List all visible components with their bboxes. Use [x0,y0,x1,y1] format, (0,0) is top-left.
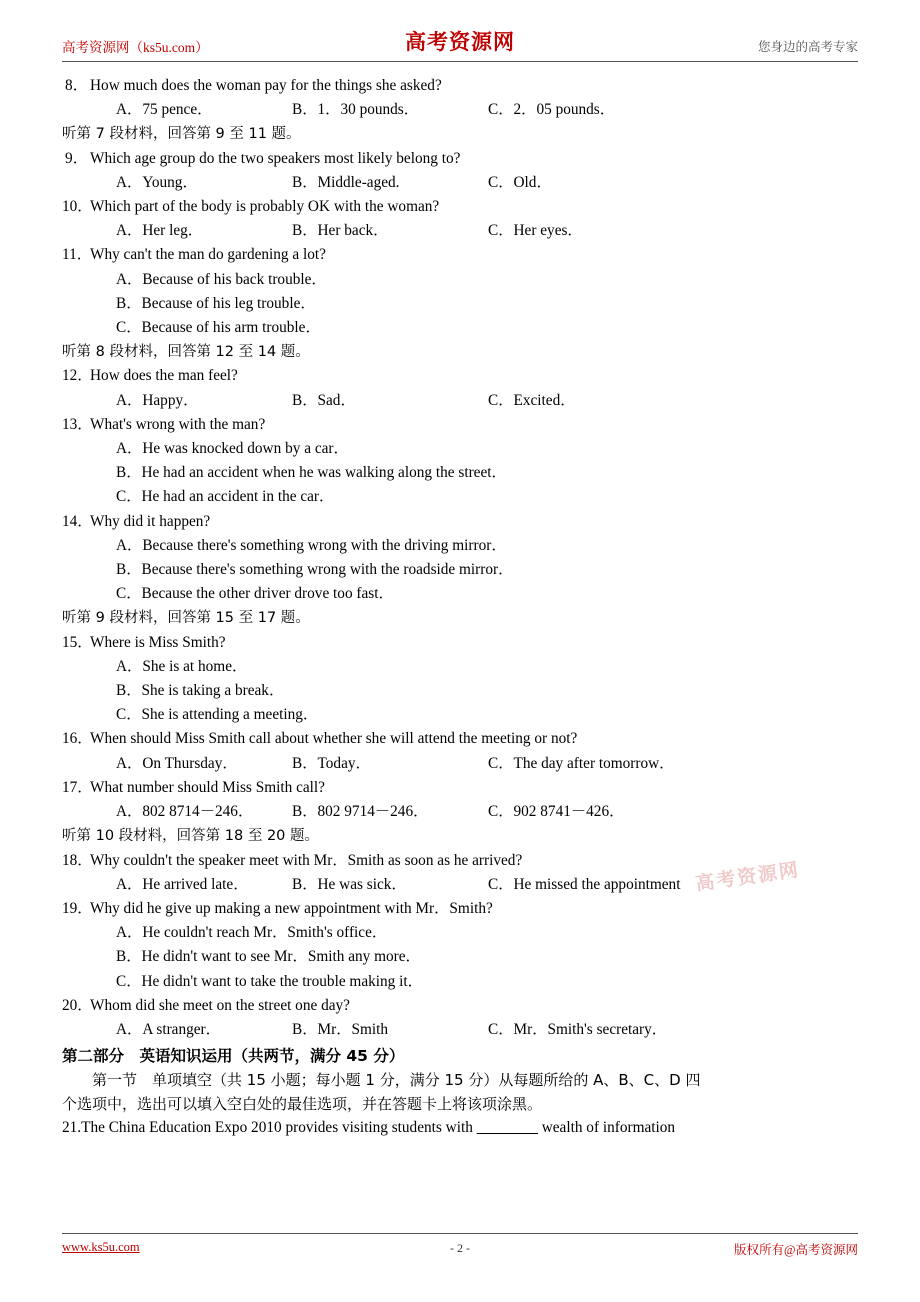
question-number: 17． [62,778,93,796]
question-number: 20． [62,996,93,1014]
direction-group-9: 听第 9 段材料，回答第 15 至 17 题。 [62,610,310,627]
option-c[interactable]: C．902 8741－426． [488,803,625,821]
page-number: - 2 - [450,1241,470,1255]
question-number: 14． [62,512,93,530]
question-number: 10． [62,198,93,216]
option-a[interactable]: A．He arrived late． [116,875,249,893]
option-c[interactable]: C．2．05 pounds． [488,101,616,119]
option-c[interactable]: C．Because of his arm trouble． [116,319,321,337]
question-number: 12． [62,367,93,385]
question-10-options [62,219,858,243]
header-tagline: 您身边的高考专家 [757,40,858,54]
question-18 [62,849,858,873]
option-a[interactable]: A．Happy． [116,391,199,409]
option-b[interactable]: B．Her back． [292,222,389,240]
option-b[interactable]: B．Sad． [292,391,356,409]
question-21 [62,1116,858,1140]
option-b[interactable]: B．802 9714－246． [292,803,429,821]
option-b[interactable]: B．1．30 pounds． [292,101,420,119]
page-footer [62,1233,858,1260]
question-number: 16． [62,730,93,748]
question-18-options [62,873,858,897]
option-b[interactable]: B．Because of his leg trouble． [116,294,316,312]
question-text: Why couldn't the speaker meet with Mr．Smith as soon as he arrived? [90,851,523,869]
option-a[interactable]: A．Because there's something wrong with the driving mirror． [116,536,507,554]
question-10 [62,195,858,219]
page-header [62,0,858,62]
option-c[interactable]: C．He missed the appointment [488,875,681,893]
question-number: 9． [65,149,88,167]
question-12-options [62,389,858,413]
exam-content [62,62,858,1141]
question-number: 11． [62,246,93,264]
question-number: 13． [62,415,93,433]
question-text: What number should Miss Smith call? [90,778,325,796]
question-20-options [62,1018,858,1042]
option-a[interactable]: A．802 8714－246． [116,803,254,821]
option-c[interactable]: C．Excited． [488,391,576,409]
option-b[interactable]: B．He had an accident when he was walking along the street． [116,464,507,482]
watermark: 高考资源网 [694,858,802,896]
section-one-directions-line1: 第一节 单项填空（共 15 小题；每小题 1 分，满分 15 分）从每题所给的 A、B、C、D 四 [92,1071,701,1090]
option-c[interactable]: C．He had an accident in the car． [116,488,335,506]
question-text: Where is Miss Smith? [90,633,226,651]
question-text-pre: The China Education Expo 2010 provides visiting students with [81,1119,477,1137]
option-c[interactable]: C．Old． [488,173,552,191]
question-text: Which age group do the two speakers most likely belong to? [90,149,461,167]
part-two-title: 第二部分 英语知识运用（共两节，满分 45 分） [62,1047,405,1066]
question-12 [62,364,858,388]
option-a[interactable]: A．Young． [116,173,198,191]
direction-group-10: 听第 10 段材料，回答第 18 至 20 题。 [62,828,320,845]
option-b[interactable]: B．Mr．Smith [292,1020,389,1038]
option-a[interactable]: A．A stranger． [116,1020,221,1038]
question-number: 8． [65,77,88,94]
question-text: Why did he give up making a new appointment with Mr．Smith? [90,899,493,917]
question-number: 15． [62,633,93,651]
question-8-options [62,98,858,122]
option-a[interactable]: A．He couldn't reach Mr．Smith's office． [116,924,388,942]
option-b[interactable]: B．She is taking a break． [116,682,285,700]
direction-group-8: 听第 8 段材料，回答第 12 至 14 题。 [62,344,310,361]
question-19 [62,897,858,921]
answer-blank[interactable]: ________ [476,1119,538,1137]
question-16-options [62,752,858,776]
option-b[interactable]: B．Today． [292,754,371,772]
question-text: Whom did she meet on the street one day? [90,996,350,1014]
question-11 [62,243,858,267]
option-c[interactable]: C．Her eyes． [488,222,583,240]
option-c[interactable]: C．The day after tomorrow． [488,754,675,772]
footer-copyright: 版权所有@高考资源网 [733,1243,858,1257]
question-9-options [62,171,858,195]
option-a[interactable]: A．75 pence． [116,101,213,119]
option-b[interactable]: B．Middle-aged. [292,173,400,191]
option-a[interactable]: A．On Thursday． [116,754,238,772]
question-20 [62,994,858,1018]
question-16 [62,727,858,751]
question-text: How much does the woman pay for the things she asked? [90,77,442,94]
question-13 [62,413,858,437]
option-a[interactable]: A．He was knocked down by a car． [116,440,349,458]
question-text: What's wrong with the man? [90,415,266,433]
header-logo-text: 高考资源网 [405,30,515,54]
question-9 [62,147,858,171]
question-number: 18． [62,851,93,869]
question-17 [62,776,858,800]
question-number: 21. [62,1119,82,1137]
question-text: Why can't the man do gardening a lot? [90,246,326,264]
question-14 [62,510,858,534]
option-b[interactable]: B．He didn't want to see Mr．Smith any more． [116,948,421,966]
option-a[interactable]: A．Her leg． [116,222,204,240]
question-number: 19． [62,899,93,917]
option-b[interactable]: B．Because there's something wrong with the roadside mirror． [116,561,514,579]
option-c[interactable]: C．He didn't want to take the trouble making it． [116,972,423,990]
question-text: How does the man feel? [90,367,238,385]
question-text: Which part of the body is probably OK with the woman? [90,198,440,216]
direction-group-7: 听第 7 段材料，回答第 9 至 11 题。 [62,126,301,143]
question-15 [62,631,858,655]
option-b[interactable]: B．He was sick． [292,875,407,893]
section-one-directions-line2: 个选项中，选出可以填入空白处的最佳选项，并在答题卡上将该项涂黑。 [62,1095,543,1114]
option-a[interactable]: A．She is at home． [116,657,248,675]
question-text: When should Miss Smith call about whether she will attend the meeting or not? [90,730,578,748]
footer-site-link[interactable]: www.ks5u.com [62,1240,140,1254]
header-site-name: 高考资源网（ks5u.com） [62,40,209,55]
question-text-post: wealth of information [537,1119,676,1137]
question-8 [62,74,858,98]
option-c[interactable]: C．Mr．Smith's secretary． [488,1020,668,1038]
question-17-options [62,800,858,824]
option-c[interactable]: C．Because the other driver drove too fast． [116,585,394,603]
option-c[interactable]: C．She is attending a meeting． [116,706,319,724]
option-a[interactable]: A．Because of his back trouble． [116,270,327,288]
question-text: Why did it happen? [90,512,211,530]
